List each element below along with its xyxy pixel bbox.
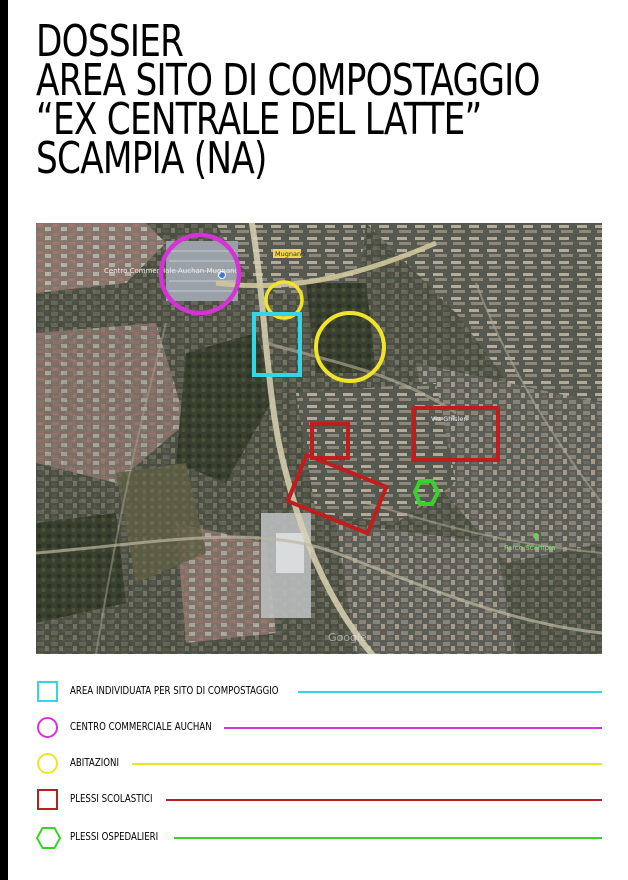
legend-label: AREA INDIVIDUATA PER SITO DI COMPOSTAGGIO [70, 685, 279, 697]
square-icon [36, 680, 60, 704]
legend-item-mall [36, 716, 602, 740]
map-label-park: Parco Scampia [504, 544, 556, 552]
legend-label: PLESSI SCOLASTICI [70, 793, 153, 805]
map-canvas [36, 223, 602, 654]
legend-label: ABITAZIONI [70, 757, 120, 769]
satellite-map[interactable] [36, 223, 602, 654]
map-label-street: Via Ghisleri [431, 415, 468, 423]
square-icon [36, 788, 60, 812]
legend-item-housing [36, 752, 602, 776]
legend-line [224, 727, 602, 729]
circle-icon [36, 716, 60, 740]
title-line-2: AREA SITO DI COMPOSTAGGIO [36, 55, 540, 106]
page-title [36, 16, 540, 184]
legend-line [298, 691, 602, 693]
title-line-1: DOSSIER [36, 16, 184, 67]
legend-item-hospitals [36, 826, 602, 850]
legend-line [132, 763, 602, 765]
map-label-station: Mugnano [275, 250, 306, 258]
legend-item-composting-area [36, 680, 602, 704]
hexagon-icon [36, 826, 62, 850]
legend-line [174, 837, 602, 839]
title-line-4: SCAMPIA (NA) [36, 133, 267, 184]
map-watermark: Google [328, 631, 367, 644]
left-border-bar [0, 0, 8, 880]
title-line-3: “EX CENTRALE DEL LATTE” [36, 94, 482, 145]
legend-label: PLESSI OSPEDALIERI [70, 831, 159, 843]
legend-label: CENTRO COMMERCIALE AUCHAN [70, 721, 212, 733]
legend-item-schools [36, 788, 602, 812]
map-label-mall: Centro Commerciale Auchan Mugnano [104, 267, 239, 275]
legend-line [166, 799, 602, 801]
circle-icon [36, 752, 60, 776]
